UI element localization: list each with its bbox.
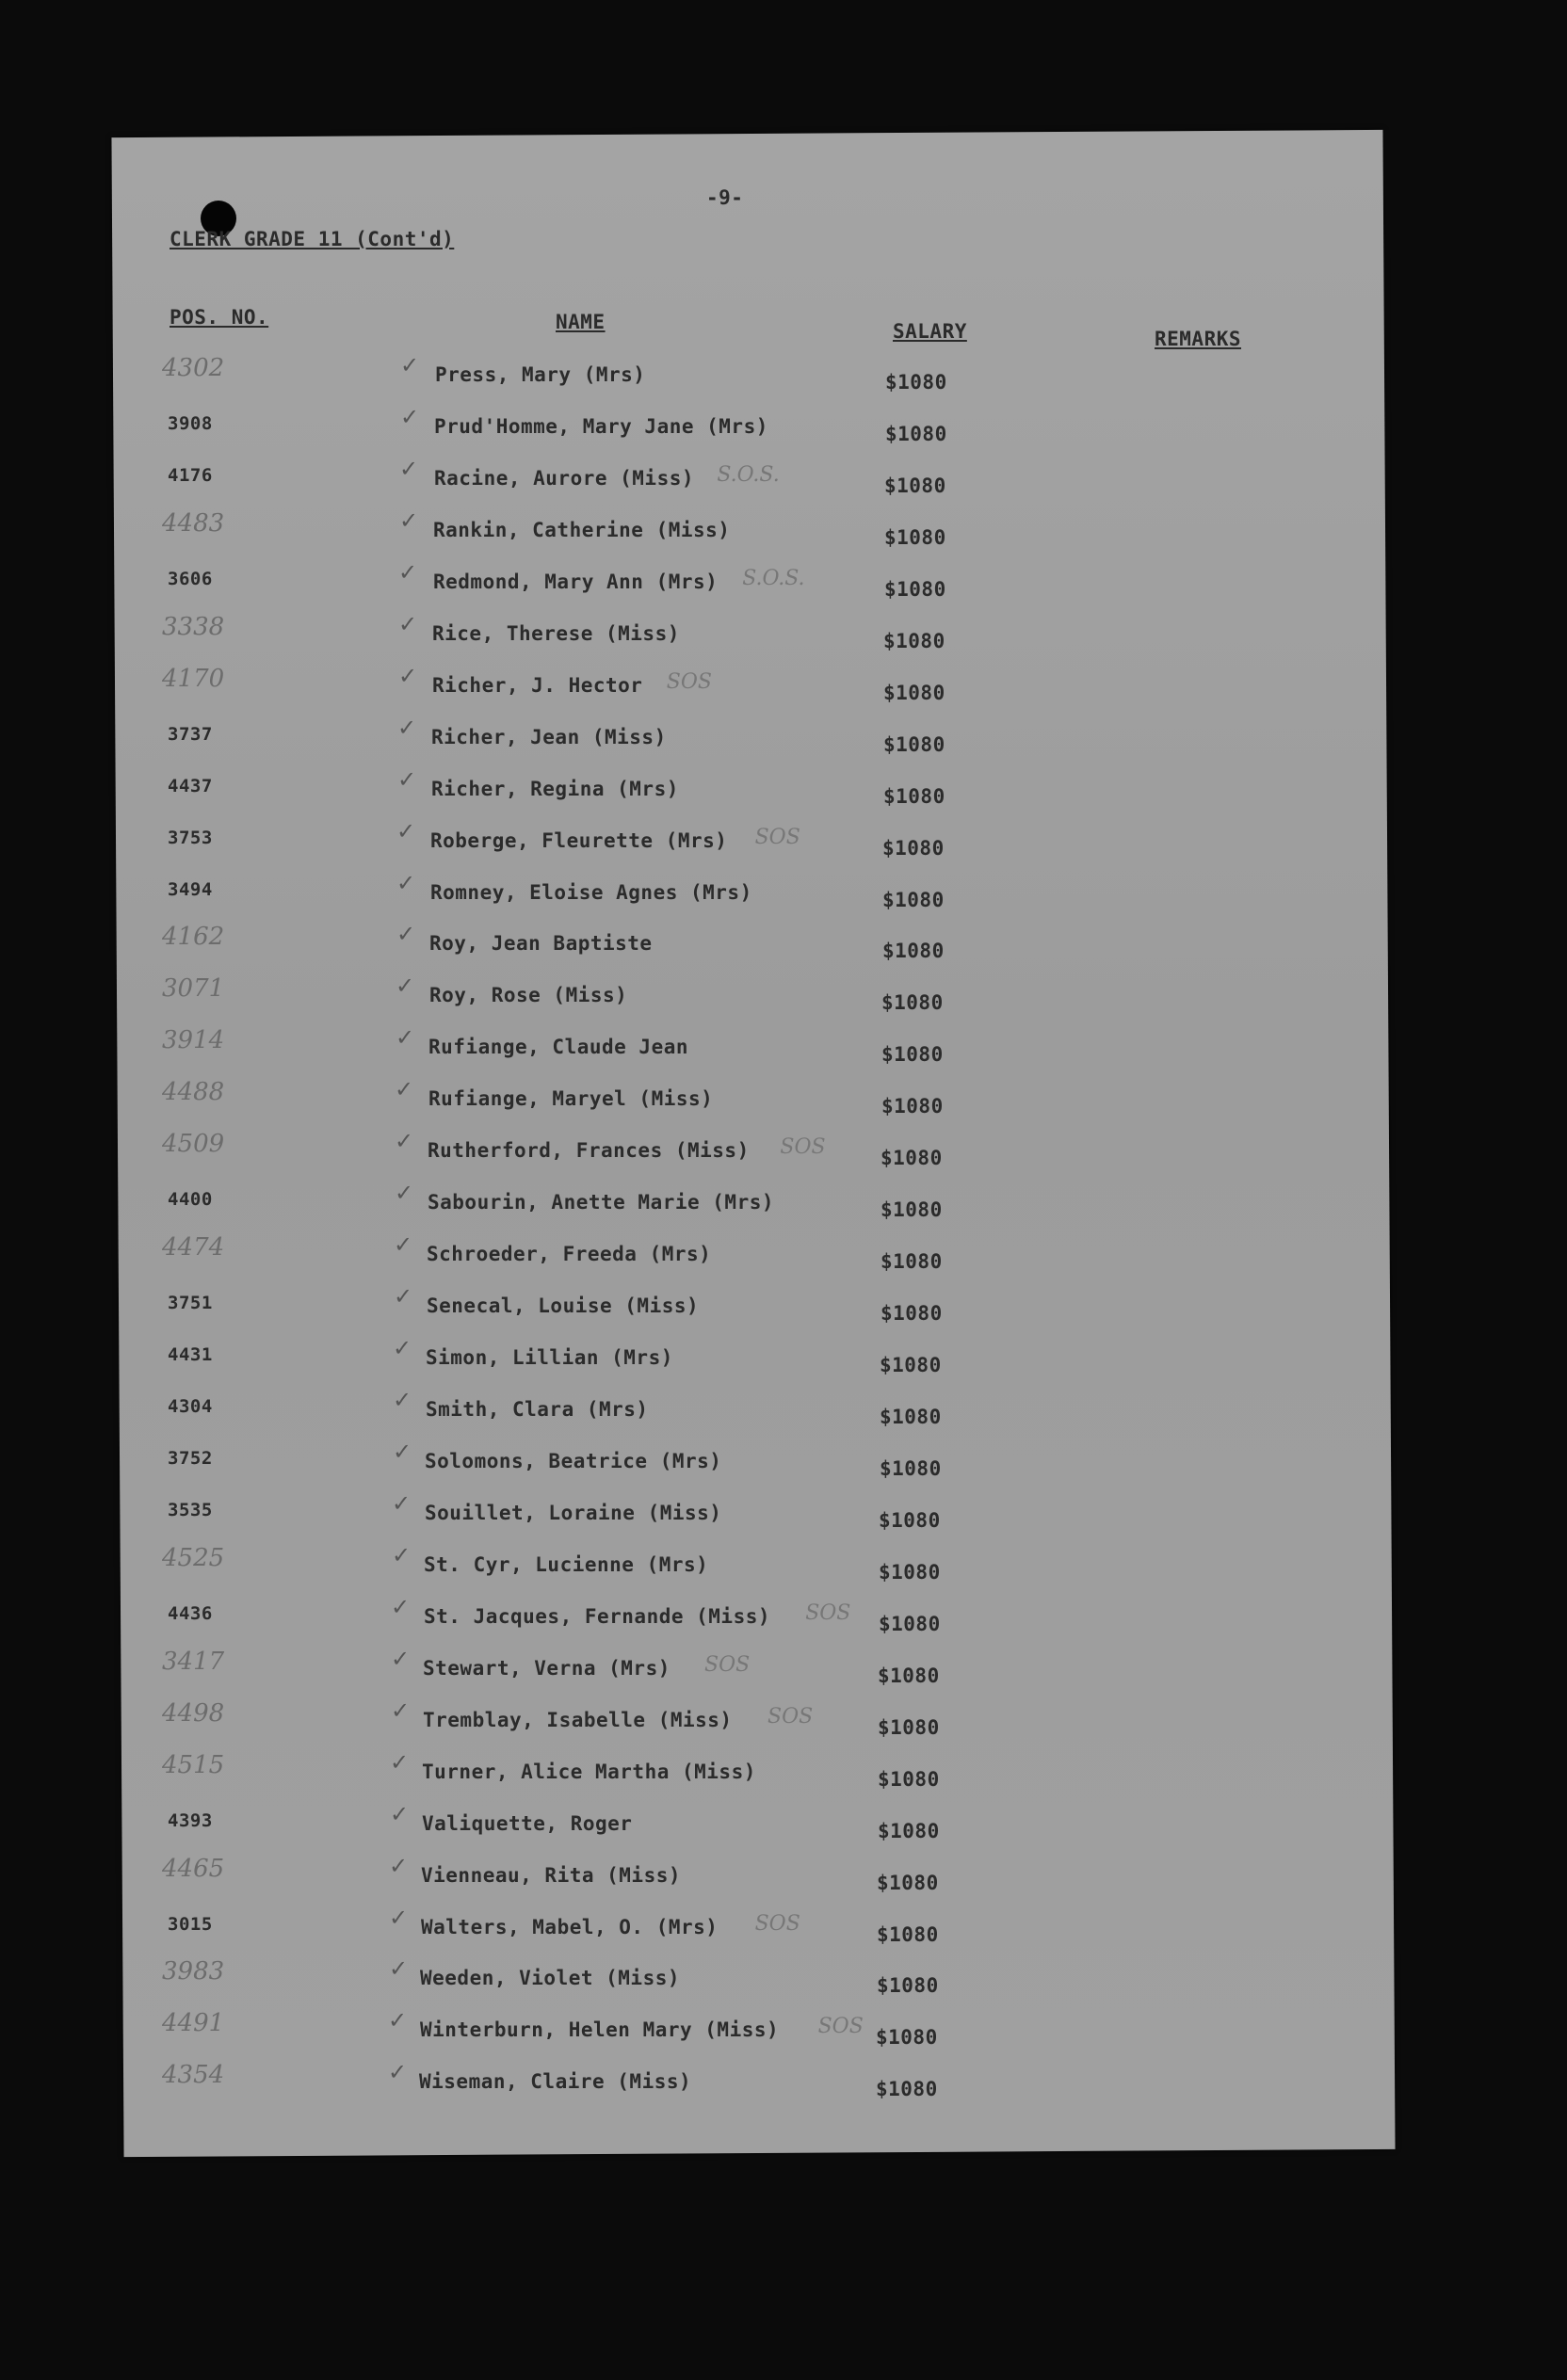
salary-cell: $1080	[883, 630, 945, 652]
name-cell: Weeden, Violet (Miss)	[420, 1967, 681, 1989]
salary-cell: $1080	[877, 1974, 939, 1997]
pos-no-cell: 3606	[168, 569, 213, 589]
name-cell: St. Jacques, Fernande (Miss)	[424, 1605, 771, 1628]
pos-no-cell: 4509	[162, 1130, 225, 1158]
salary-cell: $1080	[877, 1872, 939, 1894]
salary-cell: $1080	[878, 1768, 940, 1791]
handwritten-note: SOS	[754, 1912, 800, 1936]
section-heading: CLERK GRADE 11 (Cont'd)	[170, 228, 455, 250]
handwritten-note: SOS	[666, 670, 712, 694]
name-cell: Prud'Homme, Mary Jane (Mrs)	[434, 415, 768, 438]
header-pos-no: POS. NO.	[170, 306, 269, 329]
name-cell: Stewart, Verna (Mrs)	[423, 1657, 670, 1680]
name-cell: Winterburn, Helen Mary (Miss)	[420, 2018, 780, 2041]
name-cell: Simon, Lillian (Mrs)	[426, 1346, 673, 1369]
check-mark-icon: ✓	[398, 663, 418, 689]
salary-cell: $1080	[885, 371, 947, 394]
name-cell: Senecal, Louise (Miss)	[427, 1295, 700, 1317]
pos-no-cell: 4162	[162, 923, 225, 951]
name-cell: Smith, Clara (Mrs)	[426, 1398, 649, 1421]
check-mark-icon: ✓	[395, 1180, 414, 1206]
check-mark-icon: ✓	[395, 1076, 414, 1102]
handwritten-note: SOS	[817, 2015, 864, 2038]
name-cell: Richer, Regina (Mrs)	[431, 778, 679, 800]
check-mark-icon: ✓	[389, 1955, 409, 1982]
salary-cell: $1080	[884, 474, 946, 497]
check-mark-icon: ✓	[397, 766, 417, 793]
pos-no-cell: 3908	[168, 413, 213, 434]
check-mark-icon: ✓	[396, 818, 416, 844]
name-cell: Press, Mary (Mrs)	[435, 363, 646, 386]
name-cell: Roy, Rose (Miss)	[429, 984, 628, 1006]
pos-no-cell: 4354	[162, 2061, 225, 2089]
pos-no-cell: 4393	[168, 1810, 213, 1831]
check-mark-icon: ✓	[390, 1749, 410, 1776]
check-mark-icon: ✓	[396, 1024, 415, 1051]
salary-cell: $1080	[884, 526, 946, 549]
check-mark-icon: ✓	[395, 1128, 414, 1154]
salary-cell: $1080	[880, 1457, 942, 1480]
salary-cell: $1080	[883, 733, 945, 756]
check-mark-icon: ✓	[393, 1387, 412, 1413]
name-cell: Walters, Mabel, O. (Mrs)	[421, 1916, 719, 1938]
check-mark-icon: ✓	[396, 870, 416, 896]
handwritten-note: SOS	[805, 1601, 851, 1625]
salary-cell: $1080	[885, 423, 947, 445]
check-mark-icon: ✓	[388, 2059, 408, 2085]
name-cell: Valiquette, Roger	[422, 1812, 633, 1835]
name-cell: Romney, Eloise Agnes (Mrs)	[430, 881, 752, 904]
salary-cell: $1080	[880, 1354, 942, 1376]
name-cell: Roberge, Fleurette (Mrs)	[430, 829, 728, 852]
pos-no-cell: 4302	[162, 354, 225, 382]
salary-cell: $1080	[880, 1406, 942, 1428]
check-mark-icon: ✓	[400, 404, 420, 430]
pos-no-cell: 4491	[162, 2009, 225, 2037]
name-cell: Richer, Jean (Miss)	[431, 726, 667, 748]
pos-no-cell: 3751	[168, 1293, 213, 1313]
check-mark-icon: ✓	[391, 1594, 411, 1620]
check-mark-icon: ✓	[396, 973, 415, 999]
pos-no-cell: 3015	[168, 1914, 213, 1935]
pos-no-cell: 4515	[162, 1751, 225, 1779]
check-mark-icon: ✓	[398, 559, 418, 586]
name-cell: Racine, Aurore (Miss)	[434, 467, 695, 490]
check-mark-icon: ✓	[391, 1697, 411, 1724]
name-cell: Schroeder, Freeda (Mrs)	[427, 1243, 712, 1265]
pos-no-cell: 3753	[168, 828, 213, 848]
check-mark-icon: ✓	[390, 1801, 410, 1827]
header-name: NAME	[556, 311, 606, 333]
name-cell: Rice, Therese (Miss)	[432, 622, 680, 645]
check-mark-icon: ✓	[391, 1646, 411, 1672]
check-mark-icon: ✓	[398, 611, 418, 637]
handwritten-note: SOS	[754, 826, 800, 849]
name-cell: Solomons, Beatrice (Mrs)	[425, 1450, 722, 1472]
check-mark-icon: ✓	[397, 715, 417, 741]
check-mark-icon: ✓	[393, 1335, 412, 1361]
pos-no-cell: 4436	[168, 1603, 213, 1624]
check-mark-icon: ✓	[392, 1490, 412, 1517]
pos-no-cell: 3338	[162, 613, 225, 641]
pos-no-cell: 4465	[162, 1855, 225, 1883]
check-mark-icon: ✓	[389, 1853, 409, 1879]
salary-cell: $1080	[876, 2026, 938, 2049]
pos-no-cell: 3983	[162, 1957, 225, 1986]
pos-no-cell: 4474	[162, 1233, 225, 1262]
salary-cell: $1080	[880, 1250, 943, 1273]
name-cell: Sabourin, Anette Marie (Mrs)	[428, 1191, 775, 1214]
pos-no-cell: 3417	[162, 1648, 225, 1676]
salary-cell: $1080	[881, 991, 944, 1014]
check-mark-icon: ✓	[394, 1283, 413, 1310]
name-cell: Turner, Alice Martha (Miss)	[422, 1761, 756, 1783]
handwritten-note: SOS	[704, 1653, 751, 1677]
salary-cell: $1080	[876, 2078, 938, 2100]
pos-no-cell: 3752	[168, 1448, 213, 1469]
salary-cell: $1080	[880, 1147, 943, 1169]
check-mark-icon: ✓	[396, 921, 416, 947]
name-cell: Tremblay, Isabelle (Miss)	[423, 1709, 733, 1731]
pos-no-cell: 4176	[168, 465, 213, 486]
header-remarks: REMARKS	[1155, 328, 1242, 350]
name-cell: Rufiange, Maryel (Miss)	[428, 1087, 714, 1110]
name-cell: Wiseman, Claire (Miss)	[419, 2070, 692, 2093]
check-mark-icon: ✓	[389, 1905, 409, 1931]
pos-no-cell: 4525	[162, 1544, 225, 1572]
pos-no-cell: 4304	[168, 1396, 213, 1417]
salary-cell: $1080	[882, 837, 945, 860]
pos-no-cell: 4498	[162, 1699, 225, 1728]
pos-no-cell: 3737	[168, 724, 213, 745]
check-mark-icon: ✓	[388, 2007, 408, 2034]
pos-no-cell: 3914	[162, 1026, 225, 1054]
name-cell: Rutherford, Frances (Miss)	[428, 1139, 750, 1162]
salary-cell: $1080	[878, 1664, 940, 1687]
handwritten-note: SOS	[780, 1135, 826, 1159]
name-cell: Redmond, Mary Ann (Mrs)	[433, 571, 719, 593]
check-mark-icon: ✓	[393, 1439, 412, 1465]
name-cell: St. Cyr, Lucienne (Mrs)	[424, 1553, 709, 1576]
handwritten-note: S.O.S.	[742, 567, 805, 590]
check-mark-icon: ✓	[400, 352, 420, 378]
check-mark-icon: ✓	[399, 507, 419, 534]
handwritten-note: S.O.S.	[717, 463, 780, 487]
page-number: -9-	[706, 186, 744, 209]
pos-no-cell: 4170	[162, 665, 225, 693]
pos-no-cell: 3494	[168, 879, 213, 900]
pos-no-cell: 4437	[168, 776, 213, 796]
pos-no-cell: 3535	[168, 1500, 213, 1520]
handwritten-note: SOS	[767, 1705, 814, 1729]
salary-cell: $1080	[878, 1716, 940, 1739]
salary-cell: $1080	[880, 1198, 943, 1221]
salary-cell: $1080	[883, 682, 945, 704]
check-mark-icon: ✓	[394, 1231, 413, 1258]
salary-cell: $1080	[881, 1095, 944, 1118]
salary-cell: $1080	[879, 1613, 941, 1635]
name-cell: Rufiange, Claude Jean	[428, 1036, 689, 1058]
header-salary: SALARY	[893, 320, 967, 343]
check-mark-icon: ✓	[399, 456, 419, 482]
salary-cell: $1080	[880, 1302, 943, 1325]
name-cell: Souillet, Loraine (Miss)	[425, 1502, 722, 1524]
salary-cell: $1080	[881, 1043, 944, 1066]
salary-cell: $1080	[879, 1561, 941, 1584]
salary-cell: $1080	[883, 785, 945, 808]
salary-cell: $1080	[882, 889, 945, 911]
pos-no-cell: 4488	[162, 1078, 225, 1106]
name-cell: Roy, Jean Baptiste	[429, 932, 653, 955]
pos-no-cell: 3071	[162, 974, 225, 1003]
salary-cell: $1080	[882, 940, 945, 962]
name-cell: Rankin, Catherine (Miss)	[433, 519, 731, 541]
salary-cell: $1080	[879, 1509, 941, 1532]
salary-cell: $1080	[877, 1923, 939, 1946]
check-mark-icon: ✓	[392, 1542, 412, 1568]
pos-no-cell: 4400	[168, 1189, 213, 1210]
salary-cell: $1080	[878, 1820, 940, 1842]
name-cell: Vienneau, Rita (Miss)	[421, 1864, 682, 1887]
pos-no-cell: 4431	[168, 1344, 213, 1365]
salary-cell: $1080	[884, 578, 946, 601]
pos-no-cell: 4483	[162, 509, 225, 538]
name-cell: Richer, J. Hector	[432, 674, 643, 697]
